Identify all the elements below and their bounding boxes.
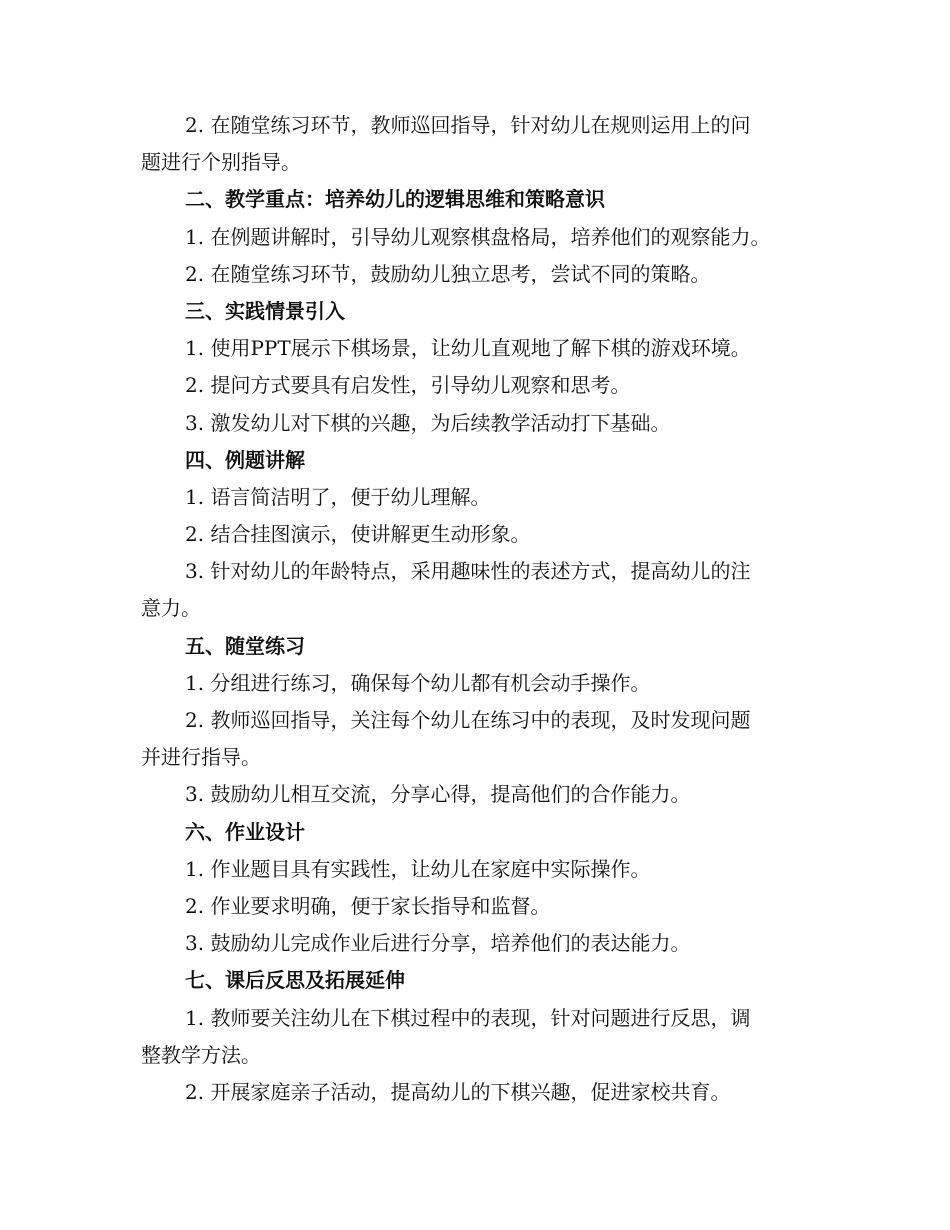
list-item-first-line: 2. 开展家庭亲子活动，提高幼儿的下棋兴趣，促进家校共育。 bbox=[185, 1079, 731, 1104]
list-item bbox=[141, 888, 821, 925]
list-item bbox=[141, 851, 821, 888]
list-item bbox=[141, 665, 821, 702]
list-item bbox=[141, 516, 821, 553]
list-item bbox=[141, 107, 821, 181]
section-heading: 五、随堂练习 bbox=[185, 633, 305, 658]
list-item-first-line: 1. 分组进行练习，确保每个幼儿都有机会动手操作。 bbox=[185, 670, 651, 695]
list-item bbox=[141, 1074, 821, 1111]
list-item-first-line: 1. 教师要关注幼儿在下棋过程中的表现，针对问题进行反思，调 bbox=[185, 1005, 751, 1030]
list-item bbox=[141, 219, 821, 256]
list-item bbox=[141, 256, 821, 293]
list-item bbox=[141, 702, 821, 776]
list-item-continuation-line: 并进行指导。 bbox=[141, 745, 261, 770]
list-item bbox=[141, 1000, 821, 1074]
list-item-first-line: 1. 作业题目具有实践性，让幼儿在家庭中实际操作。 bbox=[185, 856, 651, 881]
list-item-first-line: 3. 鼓励幼儿完成作业后进行分享，培养他们的表达能力。 bbox=[185, 931, 691, 956]
list-item bbox=[141, 405, 821, 442]
list-item-first-line: 3. 激发幼儿对下棋的兴趣，为后续教学活动打下基础。 bbox=[185, 410, 671, 435]
list-item-first-line: 3. 针对幼儿的年龄特点，采用趣味性的表述方式，提高幼儿的注 bbox=[185, 559, 751, 584]
list-item bbox=[141, 925, 821, 962]
list-item-continuation-line: 意力。 bbox=[141, 596, 201, 621]
list-item bbox=[141, 479, 821, 516]
section-heading: 六、作业设计 bbox=[185, 819, 305, 844]
list-item-first-line: 2. 结合挂图演示，使讲解更生动形象。 bbox=[185, 522, 531, 547]
list-item-first-line: 2. 在随堂练习环节，鼓励幼儿独立思考，尝试不同的策略。 bbox=[185, 261, 711, 286]
list-item-first-line: 2. 提问方式要具有启发性，引导幼儿观察和思考。 bbox=[185, 373, 631, 398]
list-item-continuation-line: 整教学方法。 bbox=[141, 1042, 261, 1067]
list-item bbox=[141, 776, 821, 813]
list-item bbox=[141, 367, 821, 404]
section-heading: 七、课后反思及拓展延伸 bbox=[185, 968, 405, 993]
section-heading: 三、实践情景引入 bbox=[185, 298, 345, 323]
section-heading: 二、教学重点：培养幼儿的逻辑思维和策略意识 bbox=[185, 187, 605, 212]
list-item-first-line: 2. 作业要求明确，便于家长指导和监督。 bbox=[185, 893, 551, 918]
list-item-first-line: 1. 使用PPT展示下棋场景，让幼儿直观地了解下棋的游戏环境。 bbox=[185, 336, 751, 361]
list-item-continuation-line: 题进行个别指导。 bbox=[141, 150, 301, 175]
list-item-first-line: 3. 鼓励幼儿相互交流，分享心得，提高他们的合作能力。 bbox=[185, 782, 691, 807]
section-heading: 四、例题讲解 bbox=[185, 447, 305, 472]
list-item bbox=[141, 553, 821, 627]
list-item-first-line: 2. 在随堂练习环节，教师巡回指导，针对幼儿在规则运用上的问 bbox=[185, 113, 751, 137]
list-item-first-line: 1. 在例题讲解时，引导幼儿观察棋盘格局，培养他们的观察能力。 bbox=[185, 224, 771, 249]
list-item-first-line: 1. 语言简洁明了，便于幼儿理解。 bbox=[185, 484, 491, 509]
document-body bbox=[141, 107, 821, 1111]
list-item bbox=[141, 330, 821, 367]
list-item-first-line: 2. 教师巡回指导，关注每个幼儿在练习中的表现，及时发现问题 bbox=[185, 708, 751, 732]
